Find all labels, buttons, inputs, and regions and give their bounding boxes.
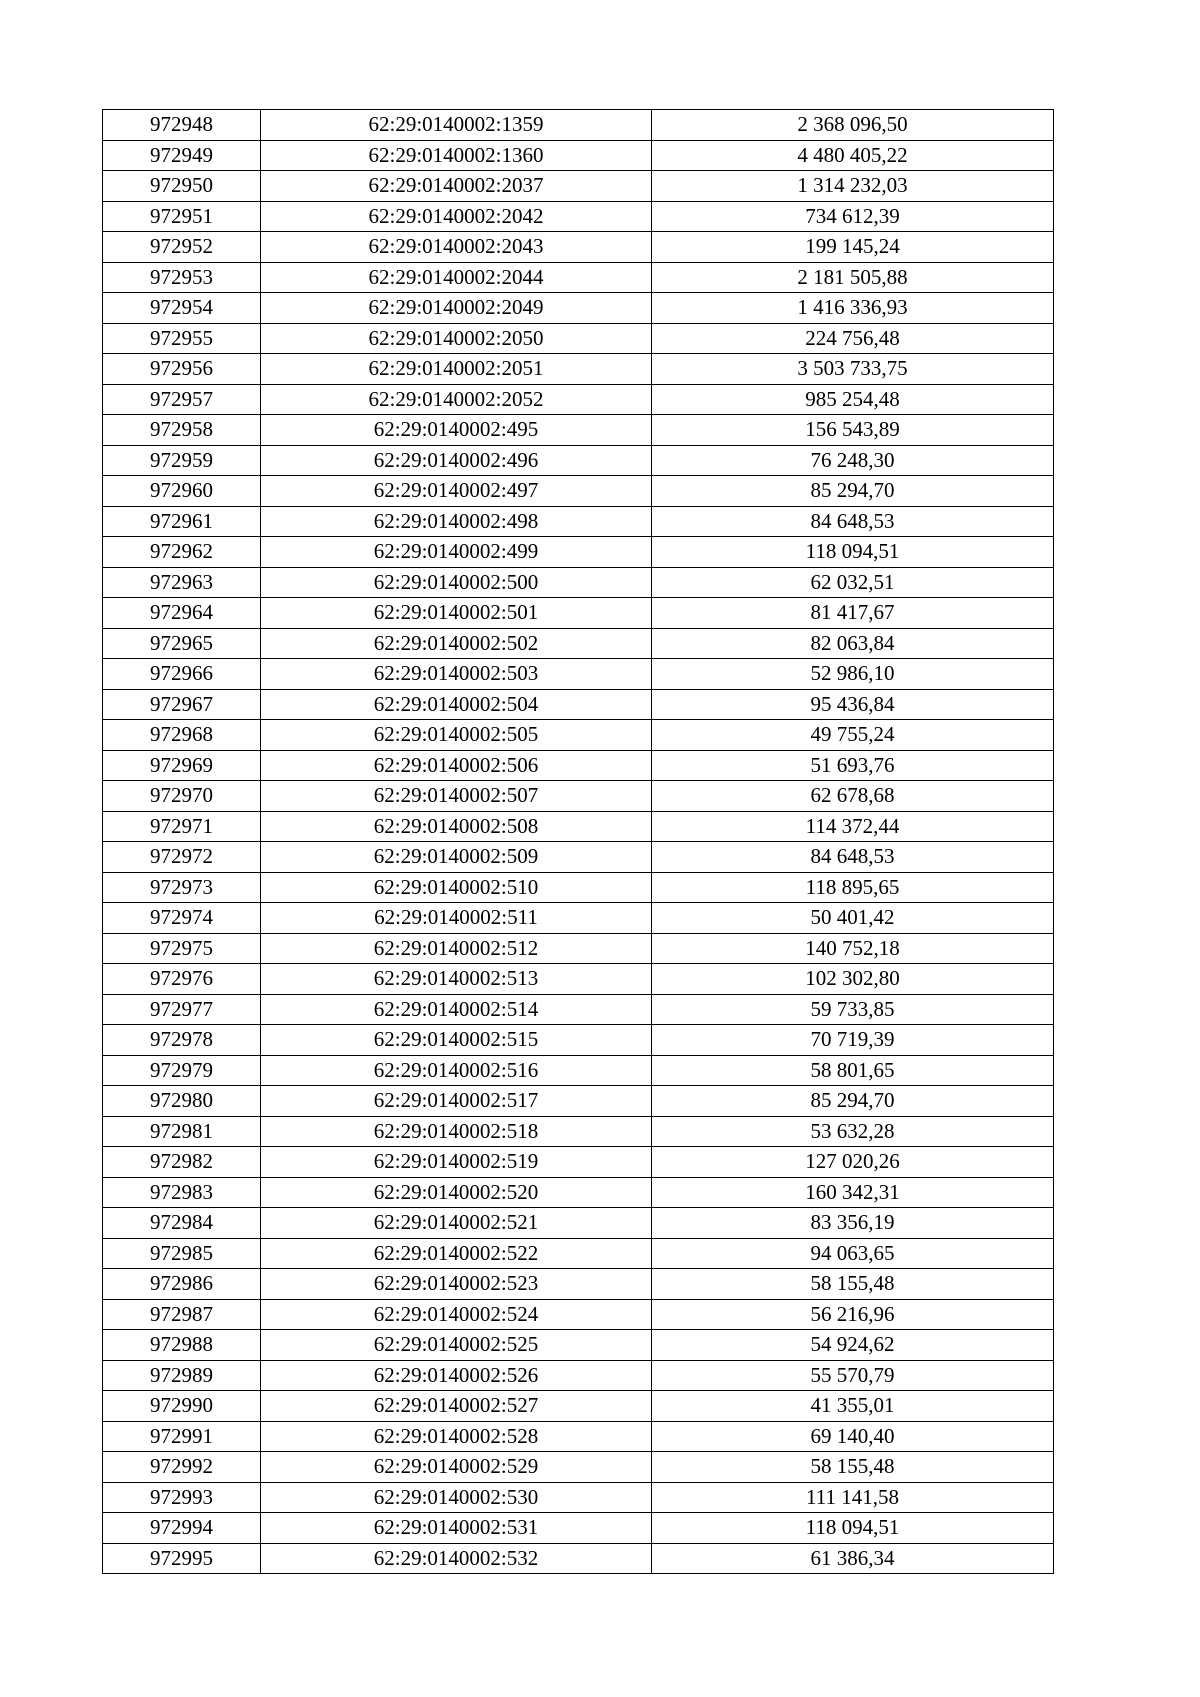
table-row — [103, 445, 1054, 476]
row-number-cell: 972961 — [103, 506, 261, 537]
cadastral-value-cell: 76 248,30 — [652, 445, 1054, 476]
table-row — [103, 567, 1054, 598]
cadastral-value-cell: 62 032,51 — [652, 567, 1054, 598]
cadastral-number-cell: 62:29:0140002:497 — [261, 476, 652, 507]
cadastral-value-cell: 81 417,67 — [652, 598, 1054, 629]
row-number-cell: 972956 — [103, 354, 261, 385]
cadastral-number-cell: 62:29:0140002:499 — [261, 537, 652, 568]
cadastral-value-cell: 84 648,53 — [652, 842, 1054, 873]
row-number-cell: 972953 — [103, 262, 261, 293]
cadastral-number-cell: 62:29:0140002:516 — [261, 1055, 652, 1086]
row-number-cell: 972955 — [103, 323, 261, 354]
cadastral-number-cell: 62:29:0140002:507 — [261, 781, 652, 812]
cadastral-number-cell: 62:29:0140002:501 — [261, 598, 652, 629]
cadastral-number-cell: 62:29:0140002:2044 — [261, 262, 652, 293]
row-number-cell: 972968 — [103, 720, 261, 751]
table-row — [103, 933, 1054, 964]
cadastral-value-cell: 41 355,01 — [652, 1391, 1054, 1422]
cadastral-value-cell: 118 094,51 — [652, 1513, 1054, 1544]
row-number-cell: 972988 — [103, 1330, 261, 1361]
table-row — [103, 964, 1054, 995]
row-number-cell: 972975 — [103, 933, 261, 964]
row-number-cell: 972981 — [103, 1116, 261, 1147]
cadastral-number-cell: 62:29:0140002:529 — [261, 1452, 652, 1483]
table-row — [103, 598, 1054, 629]
cadastral-value-cell: 82 063,84 — [652, 628, 1054, 659]
cadastral-value-cell: 85 294,70 — [652, 1086, 1054, 1117]
row-number-cell: 972951 — [103, 201, 261, 232]
cadastral-value-cell: 1 314 232,03 — [652, 171, 1054, 202]
row-number-cell: 972978 — [103, 1025, 261, 1056]
table-row — [103, 201, 1054, 232]
cadastral-value-cell: 734 612,39 — [652, 201, 1054, 232]
cadastral-number-cell: 62:29:0140002:505 — [261, 720, 652, 751]
row-number-cell: 972989 — [103, 1360, 261, 1391]
table-row — [103, 1116, 1054, 1147]
cadastral-number-cell: 62:29:0140002:498 — [261, 506, 652, 537]
table-row — [103, 842, 1054, 873]
cadastral-value-cell: 83 356,19 — [652, 1208, 1054, 1239]
cadastral-value-cell: 156 543,89 — [652, 415, 1054, 446]
cadastral-value-cell: 94 063,65 — [652, 1238, 1054, 1269]
cadastral-number-cell: 62:29:0140002:2043 — [261, 232, 652, 263]
table-row — [103, 1543, 1054, 1574]
row-number-cell: 972954 — [103, 293, 261, 324]
cadastral-number-cell: 62:29:0140002:503 — [261, 659, 652, 690]
cadastral-value-cell: 102 302,80 — [652, 964, 1054, 995]
row-number-cell: 972965 — [103, 628, 261, 659]
cadastral-number-cell: 62:29:0140002:2050 — [261, 323, 652, 354]
row-number-cell: 972991 — [103, 1421, 261, 1452]
table-row — [103, 323, 1054, 354]
row-number-cell: 972976 — [103, 964, 261, 995]
row-number-cell: 972990 — [103, 1391, 261, 1422]
cadastral-value-cell: 51 693,76 — [652, 750, 1054, 781]
table-row — [103, 872, 1054, 903]
cadastral-value-cell: 62 678,68 — [652, 781, 1054, 812]
cadastral-number-cell: 62:29:0140002:530 — [261, 1482, 652, 1513]
table-row — [103, 903, 1054, 934]
cadastral-number-cell: 62:29:0140002:515 — [261, 1025, 652, 1056]
cadastral-number-cell: 62:29:0140002:2051 — [261, 354, 652, 385]
cadastral-number-cell: 62:29:0140002:527 — [261, 1391, 652, 1422]
row-number-cell: 972964 — [103, 598, 261, 629]
row-number-cell: 972993 — [103, 1482, 261, 1513]
cadastral-value-cell: 160 342,31 — [652, 1177, 1054, 1208]
cadastral-number-cell: 62:29:0140002:520 — [261, 1177, 652, 1208]
table-row — [103, 1208, 1054, 1239]
row-number-cell: 972966 — [103, 659, 261, 690]
row-number-cell: 972992 — [103, 1452, 261, 1483]
row-number-cell: 972974 — [103, 903, 261, 934]
table-row — [103, 1299, 1054, 1330]
table-row — [103, 1513, 1054, 1544]
row-number-cell: 972950 — [103, 171, 261, 202]
row-number-cell: 972952 — [103, 232, 261, 263]
row-number-cell: 972987 — [103, 1299, 261, 1330]
cadastral-number-cell: 62:29:0140002:508 — [261, 811, 652, 842]
cadastral-value-cell: 50 401,42 — [652, 903, 1054, 934]
table-row — [103, 1025, 1054, 1056]
table-row — [103, 354, 1054, 385]
row-number-cell: 972984 — [103, 1208, 261, 1239]
cadastral-number-cell: 62:29:0140002:509 — [261, 842, 652, 873]
cadastral-number-cell: 62:29:0140002:519 — [261, 1147, 652, 1178]
table-row — [103, 750, 1054, 781]
table-row — [103, 506, 1054, 537]
cadastral-number-cell: 62:29:0140002:513 — [261, 964, 652, 995]
table-row — [103, 110, 1054, 141]
cadastral-number-cell: 62:29:0140002:506 — [261, 750, 652, 781]
cadastral-value-cell: 118 094,51 — [652, 537, 1054, 568]
table-row — [103, 1055, 1054, 1086]
table-body — [103, 110, 1054, 1574]
cadastral-number-cell: 62:29:0140002:517 — [261, 1086, 652, 1117]
cadastral-value-cell: 52 986,10 — [652, 659, 1054, 690]
table-row — [103, 1238, 1054, 1269]
row-number-cell: 972948 — [103, 110, 261, 141]
row-number-cell: 972949 — [103, 140, 261, 171]
row-number-cell: 972967 — [103, 689, 261, 720]
cadastral-value-cell: 69 140,40 — [652, 1421, 1054, 1452]
row-number-cell: 972960 — [103, 476, 261, 507]
row-number-cell: 972985 — [103, 1238, 261, 1269]
row-number-cell: 972995 — [103, 1543, 261, 1574]
cadastral-number-cell: 62:29:0140002:502 — [261, 628, 652, 659]
cadastral-value-cell: 2 181 505,88 — [652, 262, 1054, 293]
cadastral-value-cell: 58 155,48 — [652, 1269, 1054, 1300]
row-number-cell: 972979 — [103, 1055, 261, 1086]
cadastral-number-cell: 62:29:0140002:512 — [261, 933, 652, 964]
table-row — [103, 781, 1054, 812]
cadastral-number-cell: 62:29:0140002:528 — [261, 1421, 652, 1452]
cadastral-number-cell: 62:29:0140002:504 — [261, 689, 652, 720]
cadastral-number-cell: 62:29:0140002:532 — [261, 1543, 652, 1574]
cadastral-value-cell: 140 752,18 — [652, 933, 1054, 964]
table-row — [103, 1086, 1054, 1117]
row-number-cell: 972962 — [103, 537, 261, 568]
cadastral-value-cell: 127 020,26 — [652, 1147, 1054, 1178]
cadastral-value-cell: 56 216,96 — [652, 1299, 1054, 1330]
cadastral-value-cell: 61 386,34 — [652, 1543, 1054, 1574]
row-number-cell: 972973 — [103, 872, 261, 903]
table-row — [103, 293, 1054, 324]
row-number-cell: 972969 — [103, 750, 261, 781]
table-row — [103, 384, 1054, 415]
cadastral-value-cell: 58 801,65 — [652, 1055, 1054, 1086]
table-row — [103, 1269, 1054, 1300]
cadastral-number-cell: 62:29:0140002:2052 — [261, 384, 652, 415]
table-row — [103, 994, 1054, 1025]
cadastral-number-cell: 62:29:0140002:524 — [261, 1299, 652, 1330]
table-row — [103, 1452, 1054, 1483]
cadastral-number-cell: 62:29:0140002:510 — [261, 872, 652, 903]
cadastral-value-cell: 114 372,44 — [652, 811, 1054, 842]
cadastral-value-cell: 118 895,65 — [652, 872, 1054, 903]
cadastral-number-cell: 62:29:0140002:522 — [261, 1238, 652, 1269]
cadastral-number-cell: 62:29:0140002:514 — [261, 994, 652, 1025]
row-number-cell: 972963 — [103, 567, 261, 598]
cadastral-number-cell: 62:29:0140002:1360 — [261, 140, 652, 171]
cadastral-value-cell: 199 145,24 — [652, 232, 1054, 263]
cadastral-value-cell: 1 416 336,93 — [652, 293, 1054, 324]
cadastral-number-cell: 62:29:0140002:518 — [261, 1116, 652, 1147]
table-row — [103, 1360, 1054, 1391]
cadastral-value-cell: 2 368 096,50 — [652, 110, 1054, 141]
row-number-cell: 972982 — [103, 1147, 261, 1178]
table-row — [103, 1421, 1054, 1452]
cadastral-number-cell: 62:29:0140002:531 — [261, 1513, 652, 1544]
table-row — [103, 1330, 1054, 1361]
table-row — [103, 415, 1054, 446]
row-number-cell: 972971 — [103, 811, 261, 842]
table-row — [103, 171, 1054, 202]
table-row — [103, 689, 1054, 720]
table-row — [103, 262, 1054, 293]
cadastral-number-cell: 62:29:0140002:2037 — [261, 171, 652, 202]
table-row — [103, 811, 1054, 842]
cadastral-number-cell: 62:29:0140002:496 — [261, 445, 652, 476]
cadastral-value-cell: 84 648,53 — [652, 506, 1054, 537]
cadastral-value-cell: 58 155,48 — [652, 1452, 1054, 1483]
table-row — [103, 537, 1054, 568]
cadastral-number-cell: 62:29:0140002:511 — [261, 903, 652, 934]
cadastral-value-cell: 59 733,85 — [652, 994, 1054, 1025]
table-row — [103, 1177, 1054, 1208]
cadastral-number-cell: 62:29:0140002:495 — [261, 415, 652, 446]
cadastral-number-cell: 62:29:0140002:500 — [261, 567, 652, 598]
cadastral-value-cell: 111 141,58 — [652, 1482, 1054, 1513]
cadastral-value-cell: 53 632,28 — [652, 1116, 1054, 1147]
table-row — [103, 476, 1054, 507]
cadastral-number-cell: 62:29:0140002:525 — [261, 1330, 652, 1361]
row-number-cell: 972972 — [103, 842, 261, 873]
row-number-cell: 972958 — [103, 415, 261, 446]
row-number-cell: 972970 — [103, 781, 261, 812]
cadastral-value-cell: 95 436,84 — [652, 689, 1054, 720]
cadastral-value-cell: 85 294,70 — [652, 476, 1054, 507]
table-row — [103, 720, 1054, 751]
row-number-cell: 972983 — [103, 1177, 261, 1208]
cadastral-value-cell: 985 254,48 — [652, 384, 1054, 415]
cadastral-number-cell: 62:29:0140002:526 — [261, 1360, 652, 1391]
table-row — [103, 232, 1054, 263]
cadastral-number-cell: 62:29:0140002:523 — [261, 1269, 652, 1300]
row-number-cell: 972986 — [103, 1269, 261, 1300]
table-row — [103, 659, 1054, 690]
table-row — [103, 140, 1054, 171]
cadastral-number-cell: 62:29:0140002:2042 — [261, 201, 652, 232]
cadastral-number-cell: 62:29:0140002:521 — [261, 1208, 652, 1239]
table-row — [103, 628, 1054, 659]
row-number-cell: 972977 — [103, 994, 261, 1025]
cadastral-value-cell: 55 570,79 — [652, 1360, 1054, 1391]
cadastral-number-cell: 62:29:0140002:1359 — [261, 110, 652, 141]
row-number-cell: 972959 — [103, 445, 261, 476]
cadastral-value-cell: 4 480 405,22 — [652, 140, 1054, 171]
cadastral-value-cell: 54 924,62 — [652, 1330, 1054, 1361]
table-row — [103, 1391, 1054, 1422]
cadastral-value-table — [102, 109, 1054, 1574]
cadastral-value-cell: 3 503 733,75 — [652, 354, 1054, 385]
cadastral-number-cell: 62:29:0140002:2049 — [261, 293, 652, 324]
row-number-cell: 972957 — [103, 384, 261, 415]
row-number-cell: 972980 — [103, 1086, 261, 1117]
table-row — [103, 1482, 1054, 1513]
cadastral-value-cell: 49 755,24 — [652, 720, 1054, 751]
cadastral-value-cell: 224 756,48 — [652, 323, 1054, 354]
row-number-cell: 972994 — [103, 1513, 261, 1544]
table-row — [103, 1147, 1054, 1178]
cadastral-value-cell: 70 719,39 — [652, 1025, 1054, 1056]
